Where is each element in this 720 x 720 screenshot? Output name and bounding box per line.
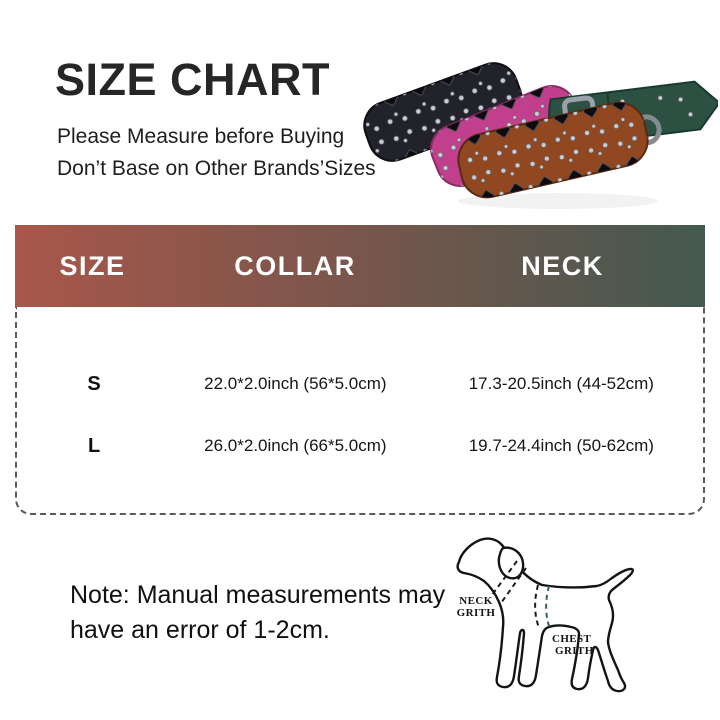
dog-ear <box>499 548 523 579</box>
note-line-2: have an error of 1-2cm. <box>70 616 330 644</box>
column-header-neck: NECK <box>521 250 604 281</box>
neck-girth-label-line-2: GRITH <box>456 607 496 619</box>
cell-collar-s: 22.0*2.0inch (56*5.0cm) <box>204 374 387 393</box>
table-row-s <box>17 353 703 415</box>
measurement-note <box>70 578 445 648</box>
cell-collar-l: 26.0*2.0inch (66*5.0cm) <box>204 436 387 455</box>
note-line-1: Note: Manual measurements may <box>70 581 446 609</box>
size-table-header <box>15 225 705 307</box>
cell-size-s: S <box>87 372 101 395</box>
size-table-body <box>15 307 705 515</box>
cell-neck-l: 19.7-24.4inch (50-62cm) <box>468 436 654 455</box>
cell-size-l: L <box>87 434 101 457</box>
cell-neck-s: 17.3-20.5inch (44-52cm) <box>468 374 654 393</box>
page-title: SIZE CHART <box>55 54 330 105</box>
column-header-collar: COLLAR <box>234 250 356 281</box>
chest-girth-label-line-2: GRITH <box>555 645 594 657</box>
table-row-l <box>17 415 703 477</box>
chest-girth-label-line-1: CHEST <box>552 633 592 645</box>
dog-measurement-diagram <box>446 528 710 716</box>
collars-product-photo <box>348 44 718 212</box>
column-header-size: SIZE <box>59 250 126 281</box>
subtitle-line-2: Don’t Base on Other Brands’Sizes <box>57 157 376 180</box>
neck-girth-label-line-1: NECK <box>459 595 493 607</box>
page-subtitle <box>57 121 376 185</box>
subtitle-line-1: Please Measure before Buying <box>57 125 345 148</box>
